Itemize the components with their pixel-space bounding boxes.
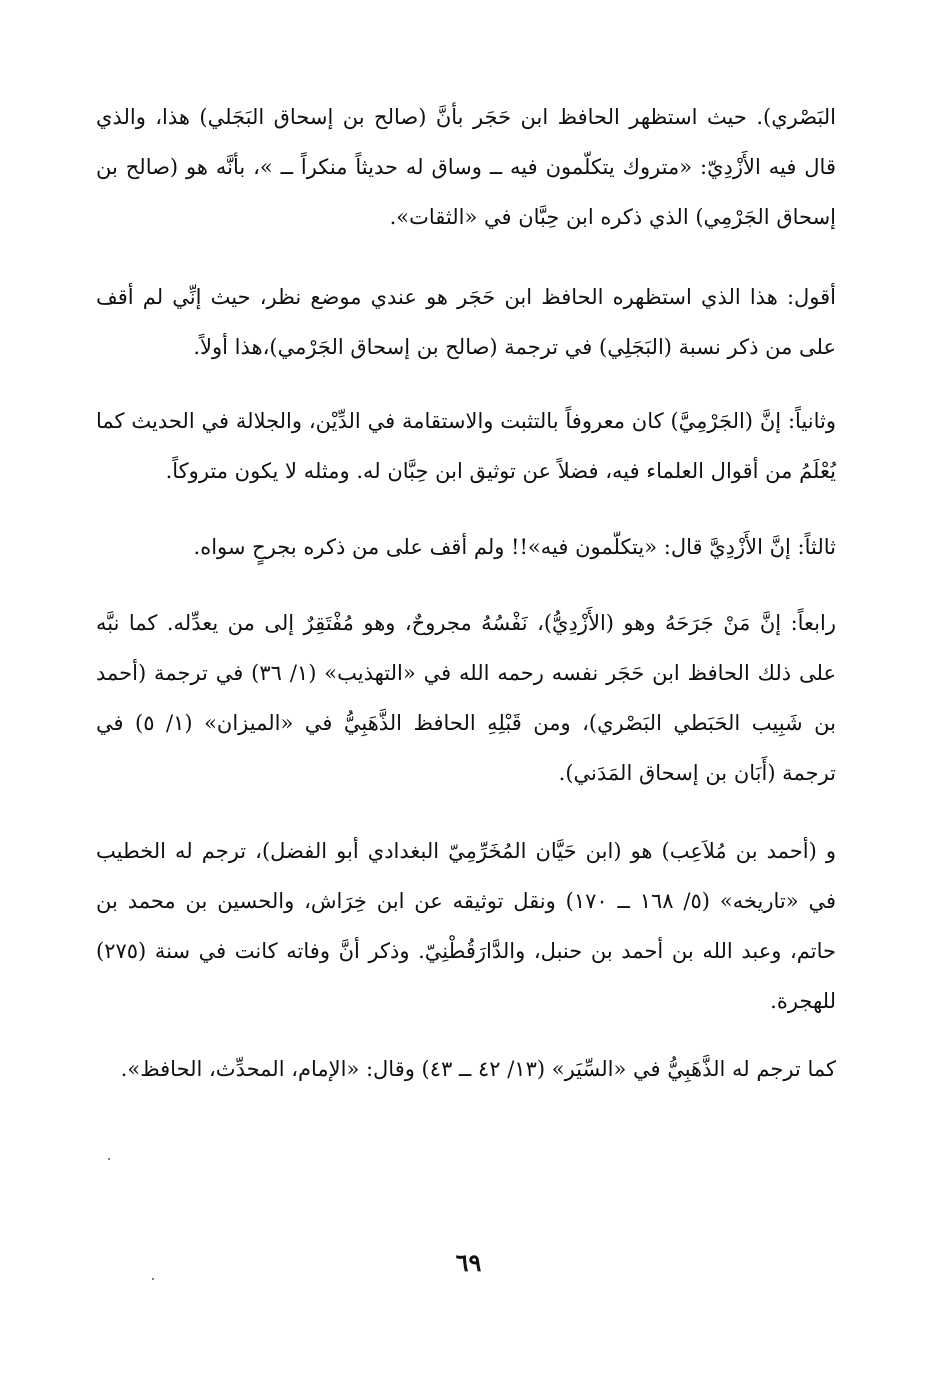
paragraph-5: رابعاً: إنَّ مَنْ جَرَحَهُ وهو (الأَزْدِيُّ)، نَفْسُهُ مجروحٌ، وهو مُفْتَقِرٌ إلى من يعدِّله. كما نبَّه على ذلك الحافظ ابن حَجَر نفسه رحمه الله في «التهذيب» (١/ ٣٦) في ترجمة (أحمد بن شَبِيب الحَبَطي البَصْري)، ومن قَبْلِهِ الحافظ الذَّهَبِيُّ في «الميزان» (١/ ٥) في ترجمة (أَبَان بن إسحاق المَدَني). — [96, 611, 836, 785]
paragraph-2: أقول: هذا الذي استظهره الحافظ ابن حَجَر هو عندي موضع نظر، حيث إنِّي لم أقف على من ذكر نسبة (البَجَلِي) في ترجمة (صالح بن إسحاق الجَرْمي)،هذا أولاً. — [96, 285, 836, 359]
page-number: ٦٩ — [455, 1248, 482, 1277]
paragraph-4: ثالثاً: إنَّ الأَزْدِيَّ قال: «يتكلّمون فيه»!! ولم أقف على من ذكره بجرحٍ سواه. — [193, 535, 836, 559]
paragraph-3: وثانياً: إنَّ (الجَرْمِيَّ) كان معروفاً بالتثبت والاستقامة في الدِّيْن، والجلالة في الحديث كما يُعْلَمُ من أقوال العلماء فيه، فضلاً عن توثيق ابن حِبَّان له. ومثله لا يكون متروكاً. — [96, 409, 836, 483]
paragraph-1: البَصْري). حيث استظهر الحافظ ابن حَجَر بأنَّ (صالح بن إسحاق البَجَلي) هذا، والذي قال فيه الأَزْدِيّ: «متروك يتكلّمون فيه ــ وساق له حديثاً منكراً ــ »، بأنَّه هو (صالح بن إسحاق الجَرْمِي) الذي ذكره ابن حِبَّان في «الثقات». — [96, 105, 836, 229]
scan-speck — [108, 1158, 110, 1160]
paragraph-7: كما ترجم له الذَّهَبِيُّ في «السِّيَر» (١٣/ ٤٢ ــ ٤٣) وقال: «الإمام، المحدِّث، الحافظ». — [120, 1057, 836, 1081]
scan-speck — [152, 1278, 154, 1280]
page-body — [96, 92, 836, 1094]
paragraph-6: و (أحمد بن مُلاَعِب) هو (ابن حَيَّان المُخَرِّمِيّ البغدادي أبو الفضل)، ترجم له الخطيب في «تاريخه» (٥/ ١٦٨ ــ ١٧٠) ونقل توثيقه عن ابن خِرَاش، والحسين بن محمد بن حاتم، وعبد الله بن أحمد بن حنبل، والدَّارَقُطْنِيّ. وذكر أنَّ وفاته كانت في سنة (٢٧٥) للهجرة. — [96, 839, 836, 1013]
